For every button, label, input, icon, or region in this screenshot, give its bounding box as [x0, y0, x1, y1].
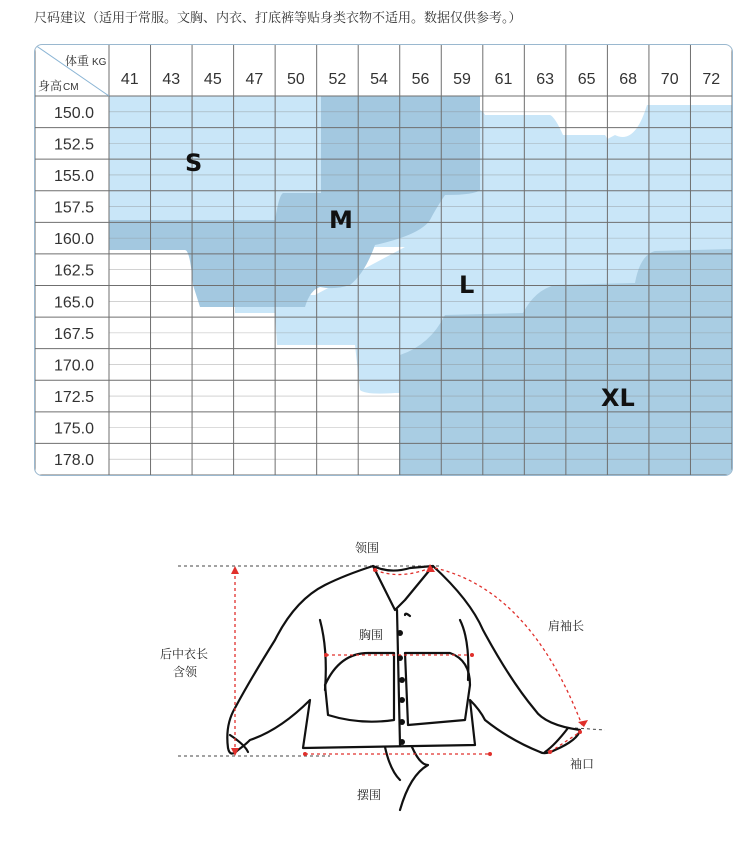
weight-header-cell: 68 [619, 71, 638, 88]
height-header-cell: 172.5 [53, 389, 95, 407]
label-neck: 领围 [355, 541, 380, 555]
height-header-cell: 157.5 [53, 199, 95, 217]
weight-header-cell: 45 [203, 71, 222, 88]
weight-axis-label: 体重 [65, 54, 90, 68]
weight-header-cell: 52 [328, 71, 347, 88]
height-header-cell: 165.0 [53, 294, 95, 312]
size-label-m: M [329, 206, 353, 234]
label-shoulder-sleeve: 肩袖长 [548, 619, 585, 633]
jacket-outline [227, 566, 580, 810]
corner-header [35, 45, 109, 96]
label-cuff: 袖口 [570, 757, 595, 771]
size-label-xl: XL [601, 384, 635, 412]
weight-headers [121, 71, 720, 88]
label-back-length-note: 含领 [173, 665, 198, 679]
height-header-cell: 178.0 [53, 452, 95, 470]
size-label-s: S [185, 149, 203, 177]
weight-header-cell: 61 [494, 71, 513, 88]
label-chest: 胸围 [359, 628, 384, 642]
height-header-cell: 162.5 [53, 262, 95, 280]
height-header-cell: 170.0 [53, 357, 95, 375]
measurement-guides [178, 566, 605, 756]
weight-header-cell: 43 [162, 71, 181, 88]
height-header-cell: 155.0 [53, 167, 95, 185]
size-note: 尺码建议（适用于常服。文胸、内衣、打底裤等贴身类衣物不适用。数据仅供参考。） [34, 11, 522, 26]
weight-header-cell: 41 [120, 71, 139, 88]
weight-header-cell: 63 [536, 71, 554, 88]
height-header-cell: 160.0 [53, 231, 95, 249]
weight-header-cell: 56 [411, 71, 430, 88]
size-chart-grid [35, 45, 732, 475]
height-header-cell: 175.0 [53, 420, 95, 438]
size-chart-table [34, 44, 733, 476]
weight-header-cell: 65 [577, 71, 596, 88]
weight-header-cell: 54 [370, 71, 388, 88]
measurement-points [231, 564, 588, 756]
height-axis-label: 身高 [38, 79, 63, 93]
size-label-l: L [459, 271, 475, 299]
height-header-cell: 167.5 [53, 325, 95, 343]
weight-header-cell: 47 [245, 71, 264, 88]
height-axis-unit: CM [63, 82, 79, 93]
weight-header-cell: 70 [660, 71, 679, 88]
weight-axis-unit: KG [92, 57, 107, 68]
weight-header-cell: 59 [453, 71, 471, 88]
garment-measurement-diagram [150, 530, 620, 830]
label-back-length: 后中衣长 [160, 647, 209, 661]
height-header-cell: 150.0 [53, 104, 95, 122]
height-header-cell: 152.5 [53, 136, 95, 154]
weight-header-cell: 50 [287, 71, 305, 88]
jacket-sketch [150, 530, 620, 830]
weight-header-cell: 72 [702, 71, 721, 88]
label-hem: 摆围 [357, 788, 382, 802]
